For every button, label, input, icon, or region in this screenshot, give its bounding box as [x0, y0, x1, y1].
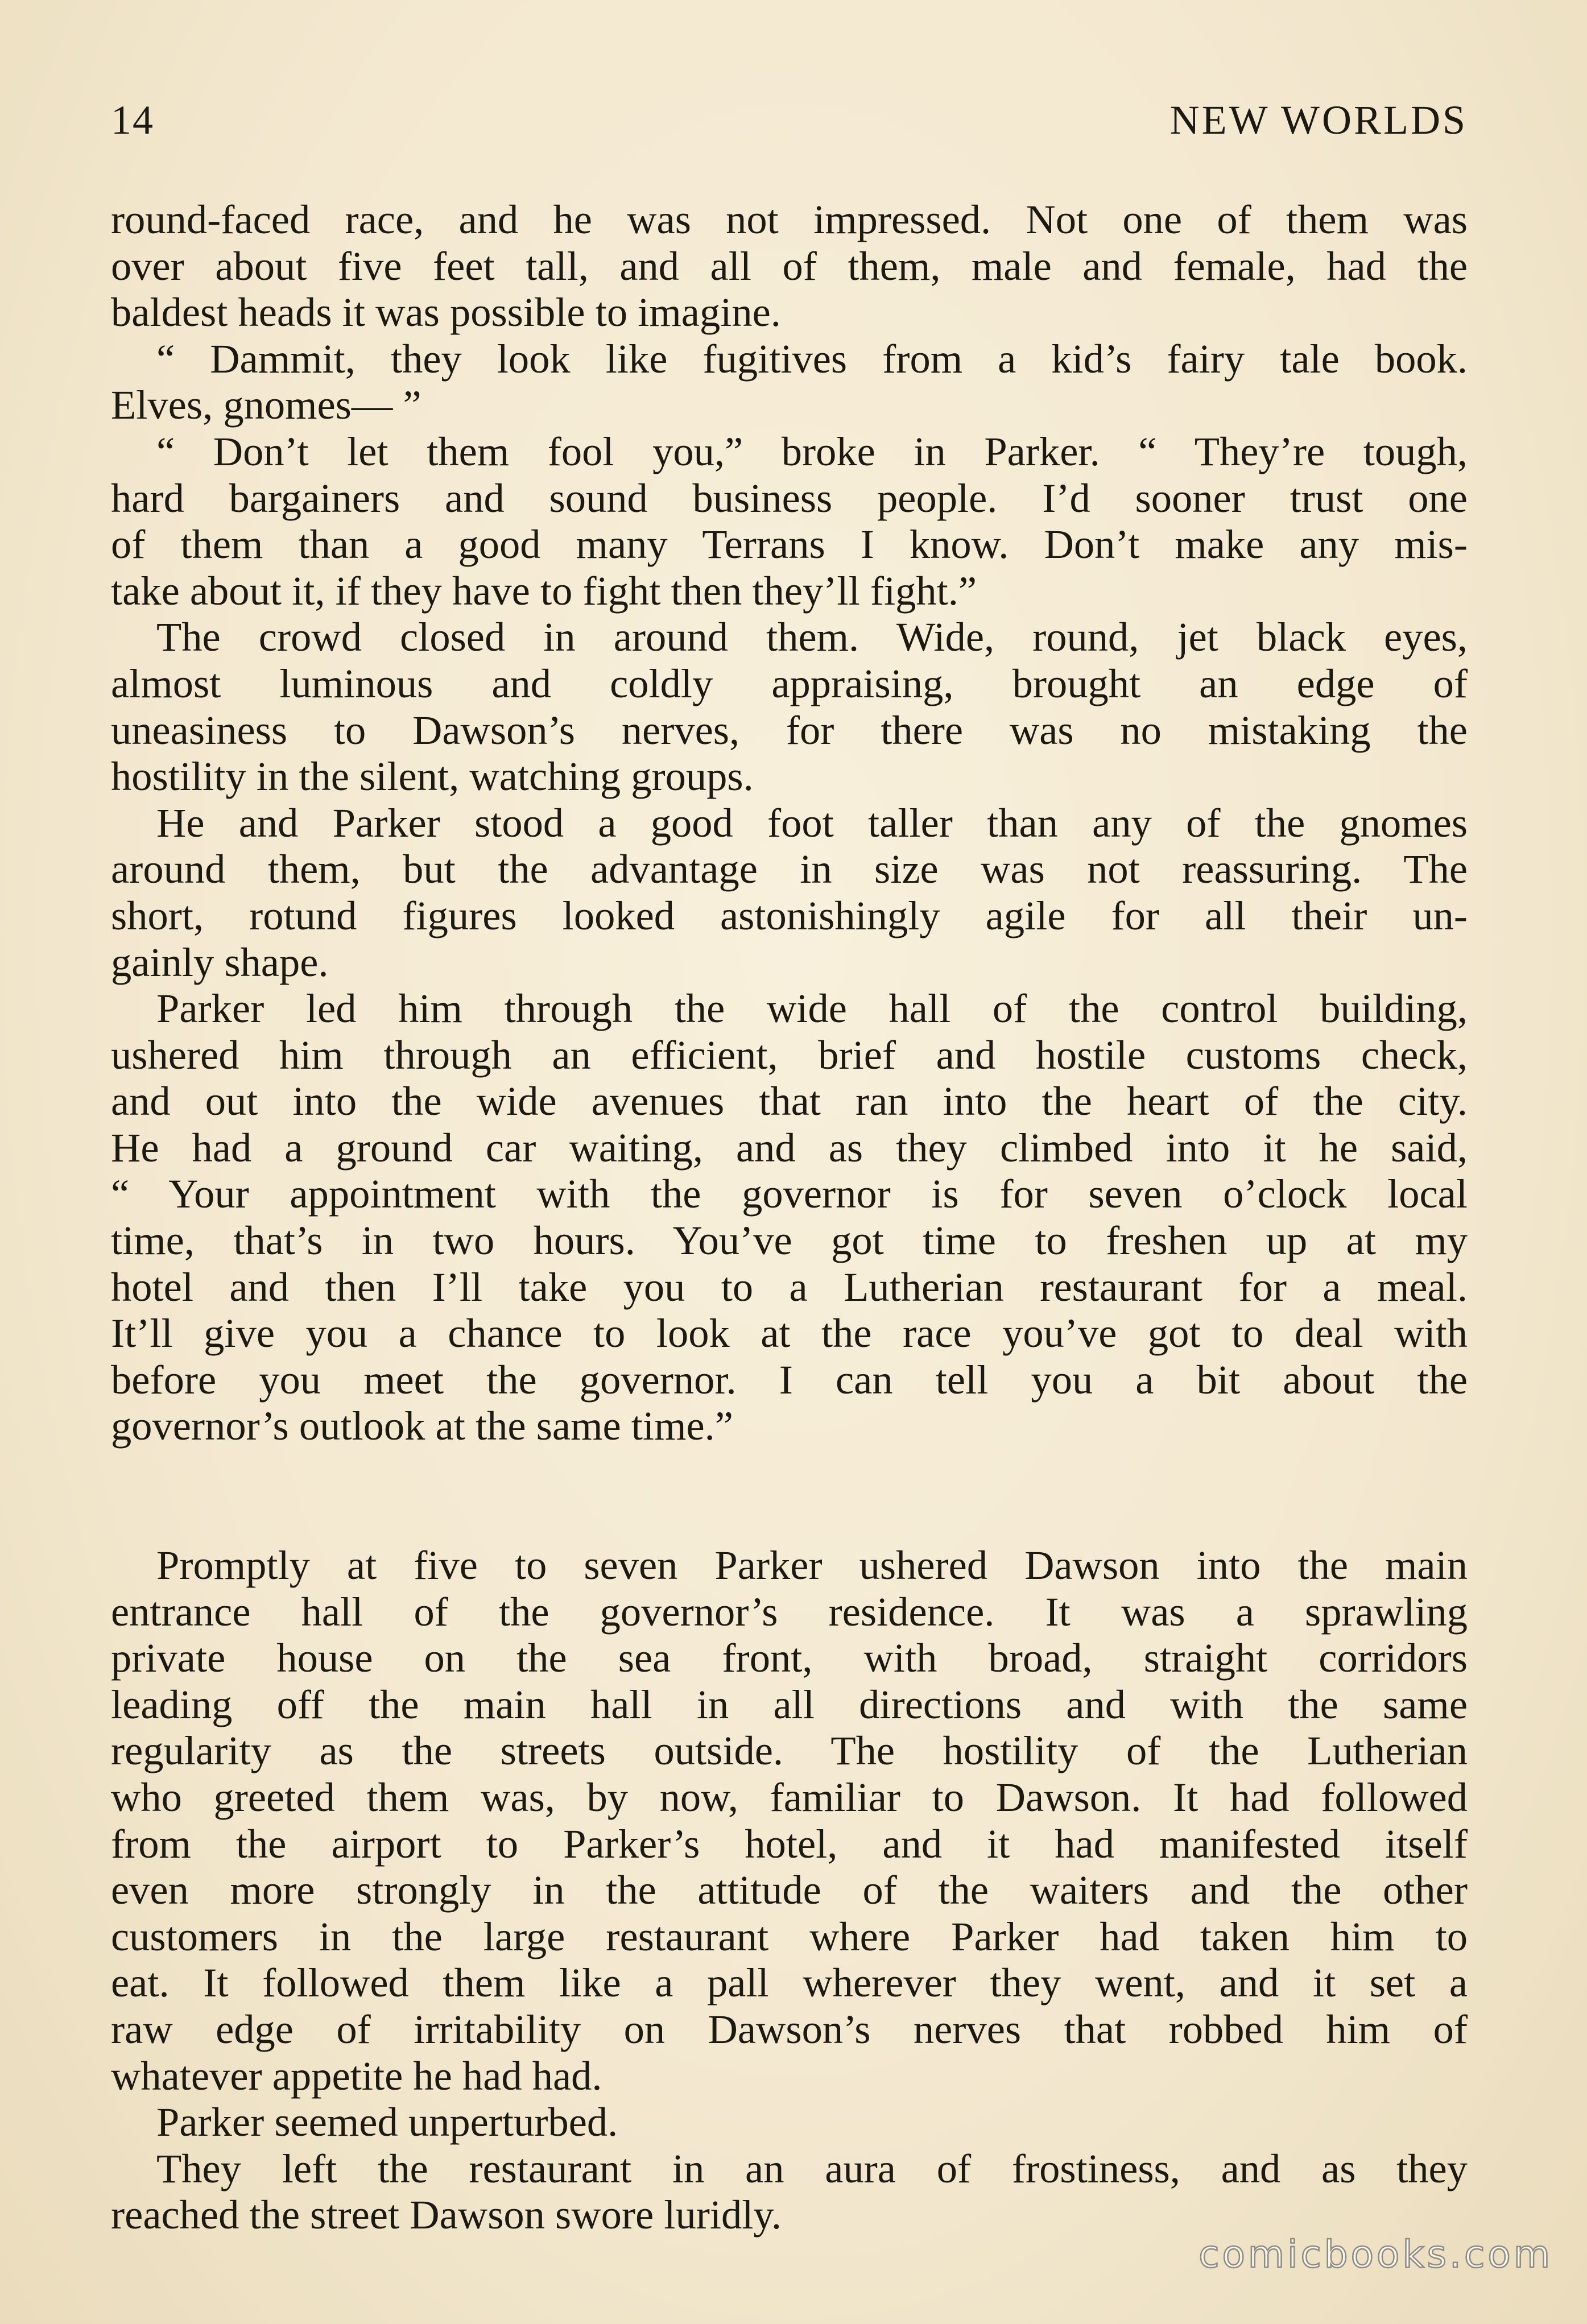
- body-text: [111, 196, 1468, 2238]
- text-line: over about five feet tall, and all of them, male and female, had the: [111, 242, 1468, 289]
- text-line: Promptly at five to seven Parker ushered Dawson into the main: [156, 1542, 1468, 1589]
- text-line: hard bargainers and sound business people. I’d sooner trust one: [111, 474, 1468, 521]
- watermark: comicbooks.com: [1198, 2232, 1553, 2276]
- text-line: almost luminous and coldly appraising, brought an edge of: [111, 660, 1468, 706]
- running-head: [111, 97, 1468, 154]
- text-line: round-faced race, and he was not impressed. Not one of them was: [111, 196, 1468, 242]
- text-line: He and Parker stood a good foot taller than any of the gnomes: [156, 799, 1468, 846]
- text-line: take about it, if they have to fight then they’ll fight.”: [111, 567, 977, 614]
- text-line: time, that’s in two hours. You’ve got time to freshen up at my: [111, 1217, 1468, 1264]
- text-line: eat. It followed them like a pall wherever they went, and it set a: [111, 1959, 1468, 2006]
- text-line: It’ll give you a chance to look at the race you’ve got to deal with: [111, 1310, 1468, 1357]
- text-line: regularity as the streets outside. The hostility of the Lutherian: [111, 1727, 1468, 1774]
- section-break: [111, 1449, 1468, 1542]
- text-line: customers in the large restaurant where Parker had taken him to: [111, 1913, 1468, 1959]
- text-line: “ Don’t let them fool you,” broke in Parker. “ They’re tough,: [156, 428, 1468, 474]
- text-line: private house on the sea front, with broad, straight corridors: [111, 1635, 1468, 1681]
- text-line: baldest heads it was possible to imagine.: [111, 289, 781, 336]
- text-line: The crowd closed in around them. Wide, round, jet black eyes,: [156, 614, 1468, 660]
- text-line: entrance hall of the governor’s residence. It was a sprawling: [111, 1588, 1468, 1635]
- text-line: ushered him through an efficient, brief and hostile customs check,: [111, 1031, 1468, 1078]
- text-line: hostility in the silent, watching groups.: [111, 753, 754, 800]
- text-line: He had a ground car waiting, and as they climbed into it he said,: [111, 1124, 1468, 1171]
- text-line: even more strongly in the attitude of the waiters and the other: [111, 1867, 1468, 1913]
- text-line: uneasiness to Dawson’s nerves, for there was no mistaking the: [111, 706, 1468, 753]
- text-line: “ Your appointment with the governor is for seven o’clock local: [111, 1171, 1468, 1217]
- text-line: They left the restaurant in an aura of frostiness, and as they: [156, 2145, 1468, 2191]
- text-line: around them, but the advantage in size was not reassuring. The: [111, 846, 1468, 892]
- text-line: short, rotund figures looked astonishingly agile for all their un-: [111, 892, 1468, 938]
- text-line: “ Dammit, they look like fugitives from a kid’s fairy tale book.: [156, 335, 1468, 382]
- text-line: raw edge of irritability on Dawson’s nerves that robbed him of: [111, 2005, 1468, 2052]
- text-line: governor’s outlook at the same time.”: [111, 1403, 733, 1449]
- text-line: and out into the wide avenues that ran into the heart of the city.: [111, 1078, 1468, 1124]
- text-line: whatever appetite he had had.: [111, 2052, 602, 2099]
- text-line: before you meet the governor. I can tell you a bit about the: [111, 1356, 1468, 1403]
- text-line: from the airport to Parker’s hotel, and it had manifested itself: [111, 1820, 1468, 1867]
- text-line: Elves, gnomes— ”: [111, 382, 421, 428]
- text-line: Parker seemed unperturbed.: [156, 2099, 618, 2145]
- text-line: gainly shape.: [111, 938, 329, 985]
- text-line: of them than a good many Terrans I know. Don’t make any mis-: [111, 521, 1468, 568]
- running-head-title: NEW WORLDS: [1169, 97, 1468, 143]
- text-line: leading off the main hall in all directions and with the same: [111, 1681, 1468, 1727]
- text-line: Parker led him through the wide hall of the control building,: [156, 985, 1468, 1032]
- text-line: hotel and then I’ll take you to a Lutherian restaurant for a meal.: [111, 1263, 1468, 1310]
- text-line: reached the street Dawson swore luridly.: [111, 2191, 782, 2238]
- page-number: 14: [111, 97, 154, 143]
- text-line: who greeted them was, by now, familiar to Dawson. It had followed: [111, 1774, 1468, 1820]
